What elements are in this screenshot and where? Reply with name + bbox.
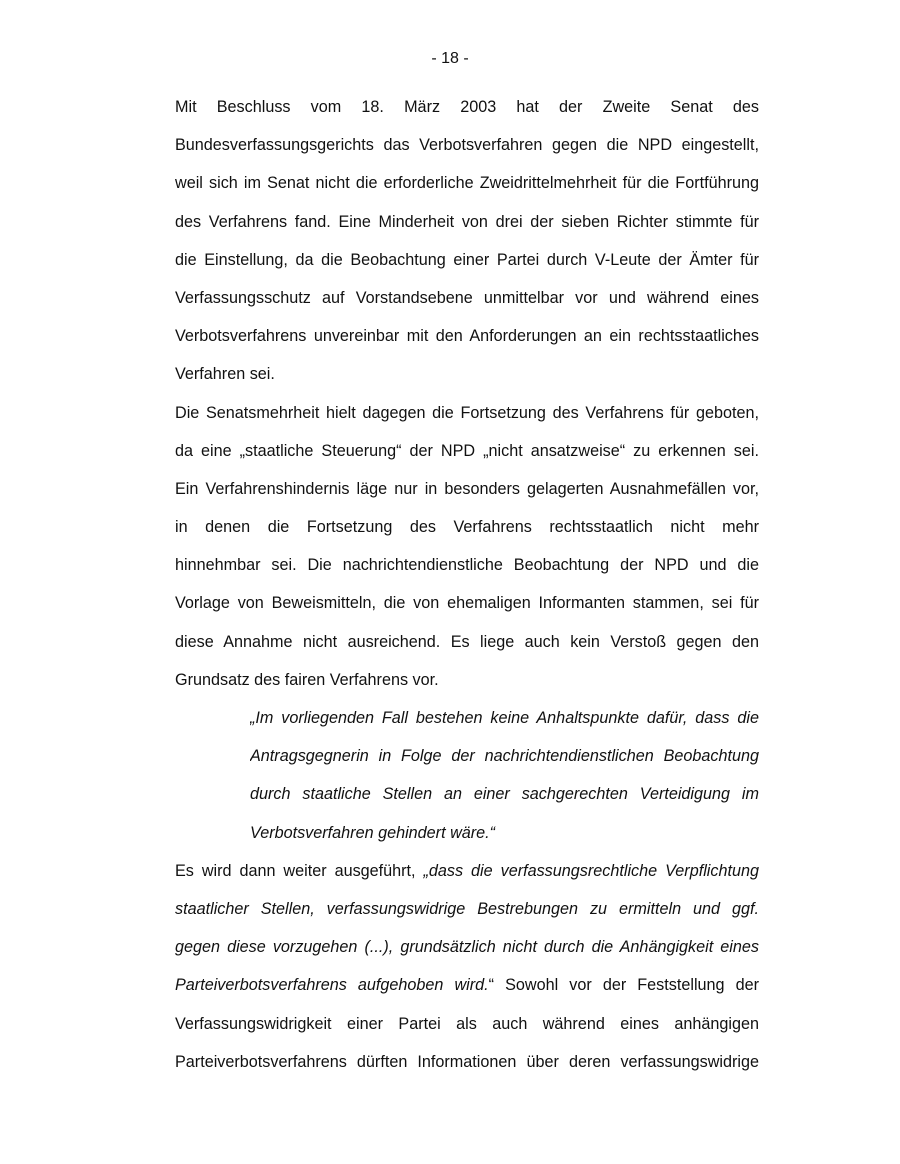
text-plain: Es wird dann weiter ausgeführt, (175, 861, 424, 880)
text-line: gegen diese vorzugehen (...), grundsätzlich nicht durch die Anhängigkeit eines (175, 938, 759, 957)
text-line: Vorlage von Beweismitteln, die von ehemaligen Informanten stammen, sei für (175, 594, 759, 613)
text-line: Grundsatz des fairen Verfahrens vor. (175, 670, 439, 689)
text-line: Mit Beschluss vom 18. März 2003 hat der Zweite Senat des (175, 98, 759, 116)
text-line: Die Senatsmehrheit hielt dagegen die Fortsetzung des Verfahrens für geboten, (175, 403, 759, 422)
quote-line: „Im vorliegenden Fall bestehen keine Anhaltspunkte dafür, dass die (250, 709, 759, 727)
quote-line: Antragsgegnerin in Folge der nachrichtendienstlichen Beobachtung (250, 747, 759, 766)
text-italic: „dass die verfassungsrechtliche Verpflichtung (423, 861, 759, 880)
text-line: in denen die Fortsetzung des Verfahrens rechtsstaatlich nicht mehr (175, 518, 759, 537)
text-line: Ein Verfahrenshindernis läge nur in besonders gelagerten Ausnahmefällen vor, (175, 479, 759, 498)
text-line: da eine „staatliche Steuerung“ der NPD „nicht ansatzweise“ zu erkennen sei. (175, 441, 759, 460)
text-line: diese Annahme nicht ausreichend. Es liege auch kein Verstoß gegen den (175, 632, 759, 651)
text-line: des Verfahrens fand. Eine Minderheit von drei der sieben Richter stimmte für (175, 212, 759, 231)
quote-line: durch staatliche Stellen an einer sachgerechten Verteidigung im (250, 785, 759, 804)
block-quote (175, 699, 759, 852)
text-line: hinnehmbar sei. Die nachrichtendienstliche Beobachtung der NPD und die (175, 556, 759, 575)
paragraph-majority-opinion (175, 394, 759, 700)
document-body (175, 88, 759, 1081)
text-line: Parteiverbotsverfahrens dürften Informationen über deren verfassungswidrige (175, 1052, 759, 1071)
text-line: Verfassungsschutz auf Vorstandsebene unmittelbar vor und während eines (175, 288, 759, 307)
paragraph-further-reasoning (175, 852, 759, 1081)
text-line: die Einstellung, da die Beobachtung einer Partei durch V-Leute der Ämter für (175, 250, 759, 269)
text-line: Verbotsverfahrens unvereinbar mit den Anforderungen an ein rechtsstaatliches (175, 327, 759, 346)
quote-line: Verbotsverfahren gehindert wäre.“ (250, 823, 496, 842)
text-plain: “ Sowohl vor der Feststellung der (488, 976, 759, 995)
text-italic: Parteiverbotsverfahrens aufgehoben wird. (175, 976, 489, 995)
page-number: - 18 - (431, 50, 469, 67)
paragraph-decision (175, 88, 759, 394)
text-line (175, 966, 759, 1004)
text-line: staatlicher Stellen, verfassungswidrige Bestrebungen zu ermitteln und ggf. (175, 899, 759, 918)
text-line: Bundesverfassungsgerichts das Verbotsverfahren gegen die NPD eingestellt, (175, 136, 759, 155)
text-line (175, 852, 759, 890)
text-line: weil sich im Senat nicht die erforderliche Zweidrittelmehrheit für die Fortführung (175, 174, 759, 193)
text-line: Verfassungswidrigkeit einer Partei als auch während eines anhängigen (175, 1014, 759, 1033)
text-line: Verfahren sei. (175, 365, 275, 384)
